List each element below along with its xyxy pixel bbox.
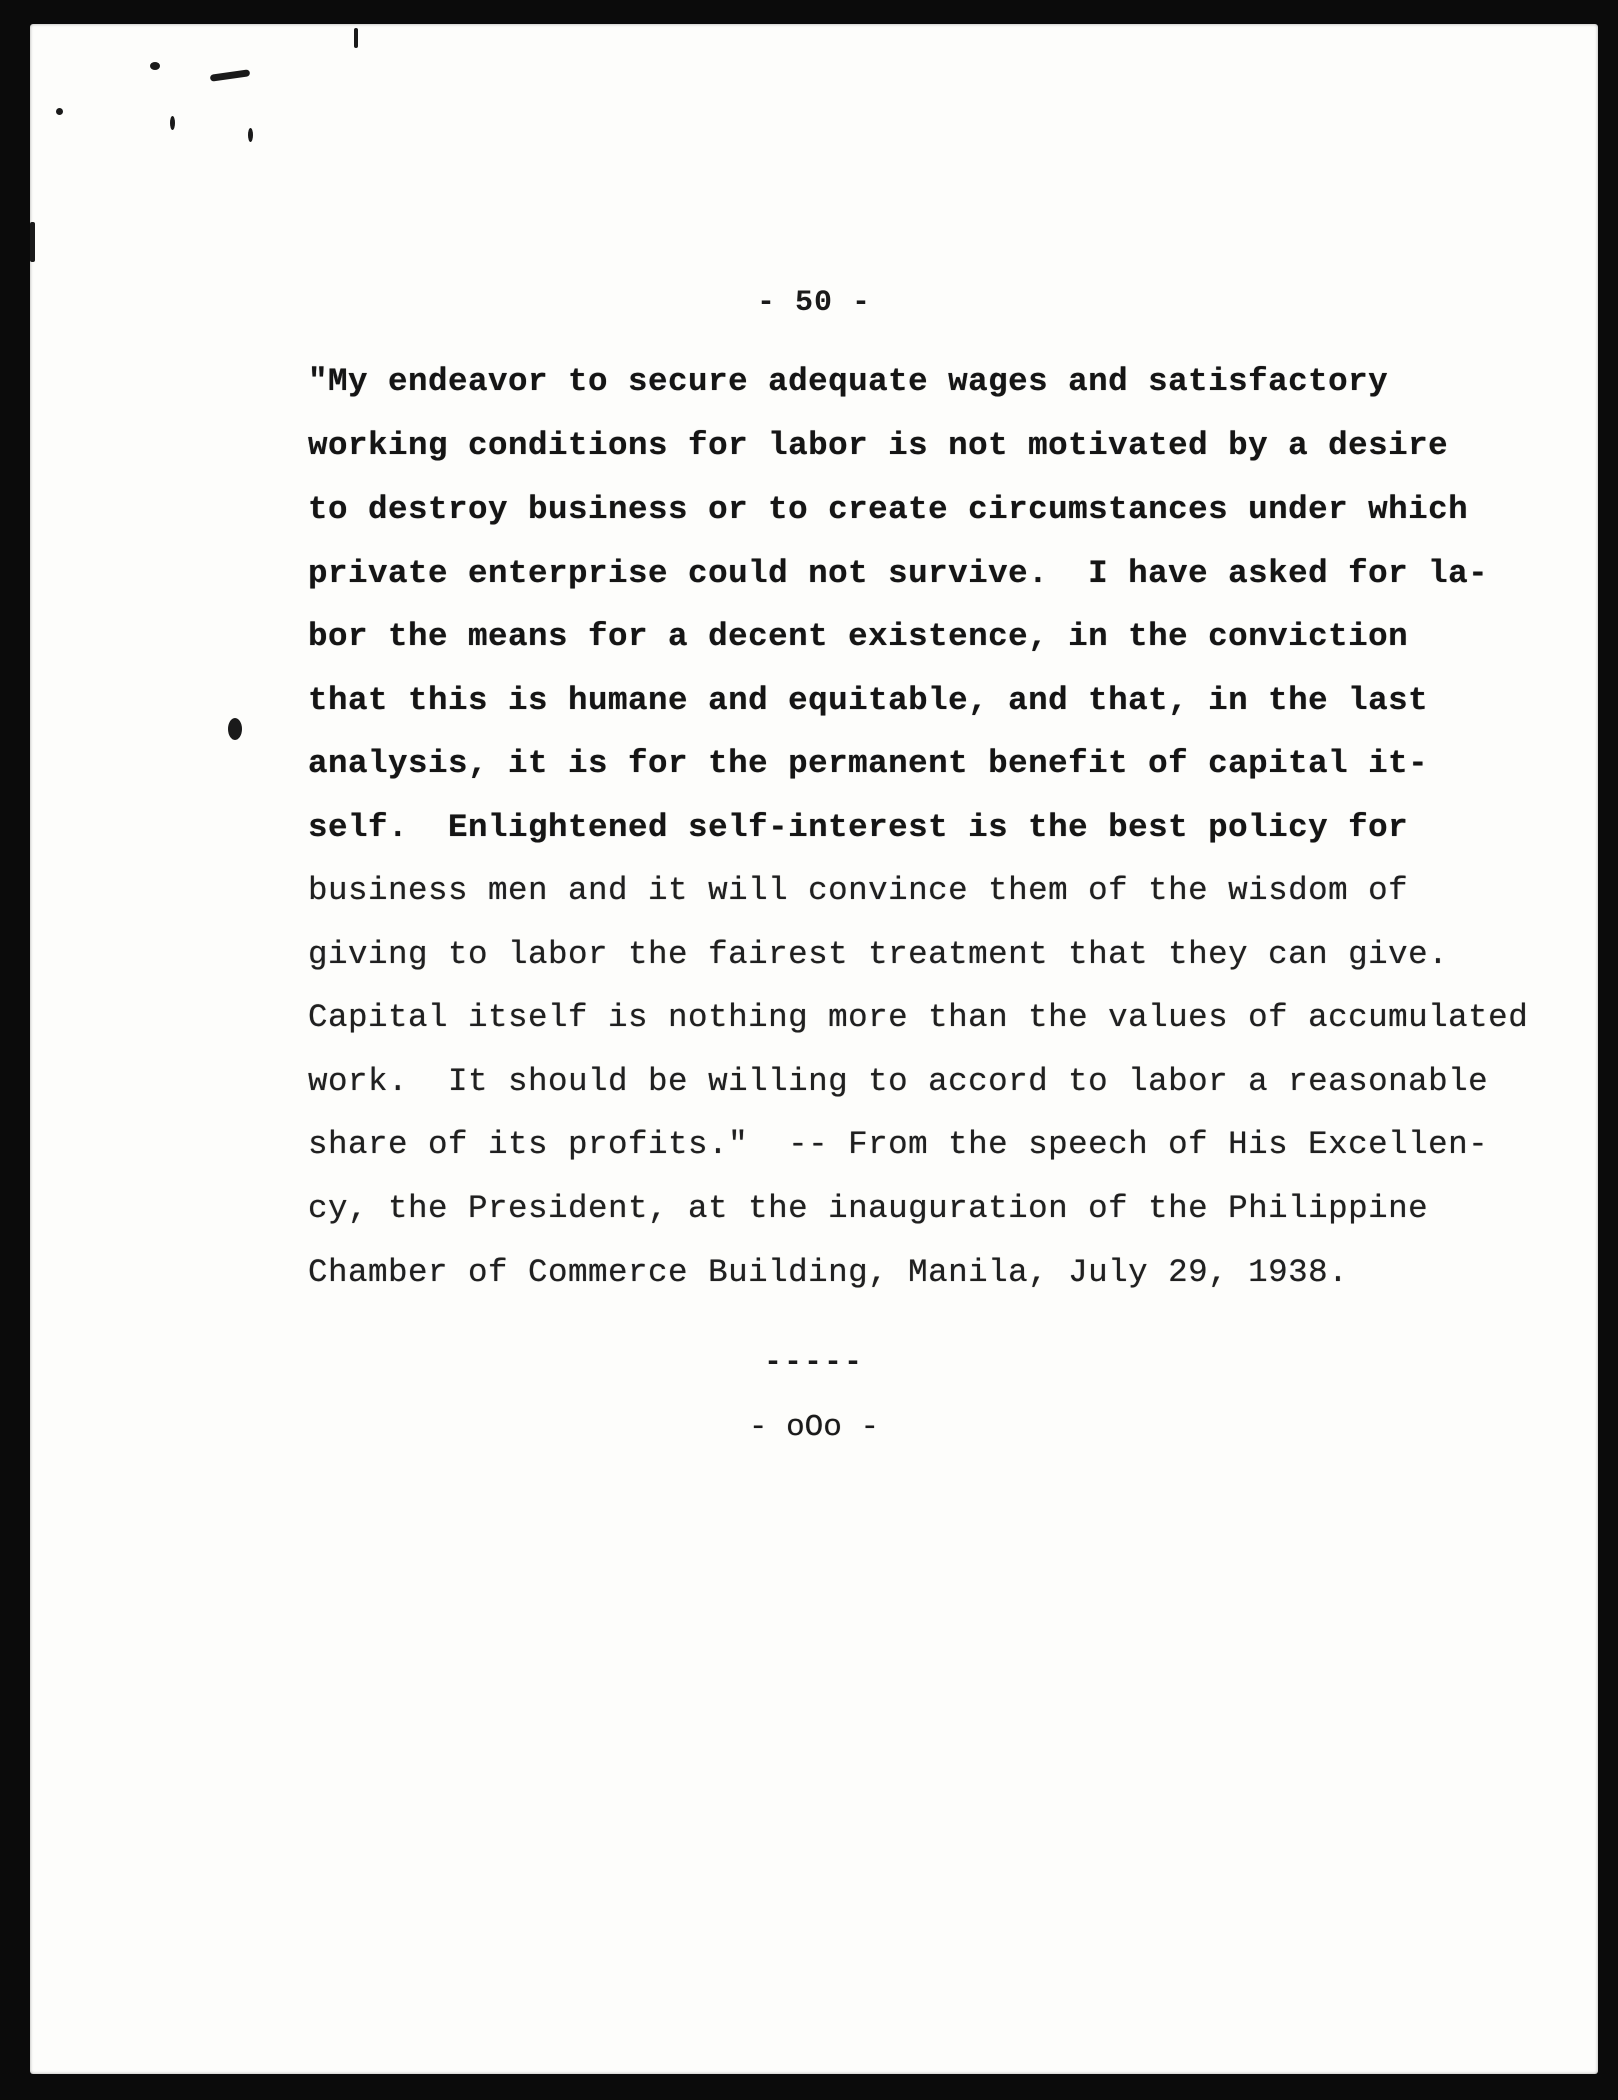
end-mark: - oOo - xyxy=(748,1410,880,1445)
text-line: to destroy business or to create circumstances under which xyxy=(308,491,1469,528)
text-line: private enterprise could not survive. I have asked for la- xyxy=(308,555,1489,592)
text-line: work. It should be willing to accord to labor a reasonable xyxy=(308,1063,1489,1100)
text-line: business men and it will convince them of the wisdom of xyxy=(308,872,1409,909)
text-line: share of its profits." -- From the speech of His Excellen- xyxy=(308,1126,1489,1163)
page-number: - 50 - xyxy=(756,286,872,320)
document-page xyxy=(30,24,1598,2074)
ink-speck xyxy=(170,116,175,130)
text-line: analysis, it is for the permanent benefit of capital it- xyxy=(308,745,1429,782)
text-line: bor the means for a decent existence, in the conviction xyxy=(308,618,1409,655)
ink-speck xyxy=(150,62,160,70)
ink-speck xyxy=(30,222,35,262)
text-line: Chamber of Commerce Building, Manila, July 29, 1938. xyxy=(308,1254,1349,1291)
ink-speck xyxy=(210,69,251,81)
text-line: that this is humane and equitable, and that, in the last xyxy=(308,682,1429,719)
text-line: giving to labor the fairest treatment that they can give. xyxy=(308,936,1449,973)
text-line: cy, the President, at the inauguration of the Philippine xyxy=(308,1190,1429,1227)
text-line: working conditions for labor is not motivated by a desire xyxy=(308,427,1449,464)
text-line: self. Enlightened self-interest is the best policy for xyxy=(308,809,1409,846)
ink-speck xyxy=(228,718,242,740)
ink-speck xyxy=(56,108,63,115)
text-line: Capital itself is nothing more than the values of accumulated xyxy=(308,999,1529,1036)
section-separator: ----- xyxy=(763,1346,864,1380)
ink-speck xyxy=(354,28,358,48)
text-line: "My endeavor to secure adequate wages and satisfactory xyxy=(308,363,1389,400)
ink-speck xyxy=(248,128,253,142)
